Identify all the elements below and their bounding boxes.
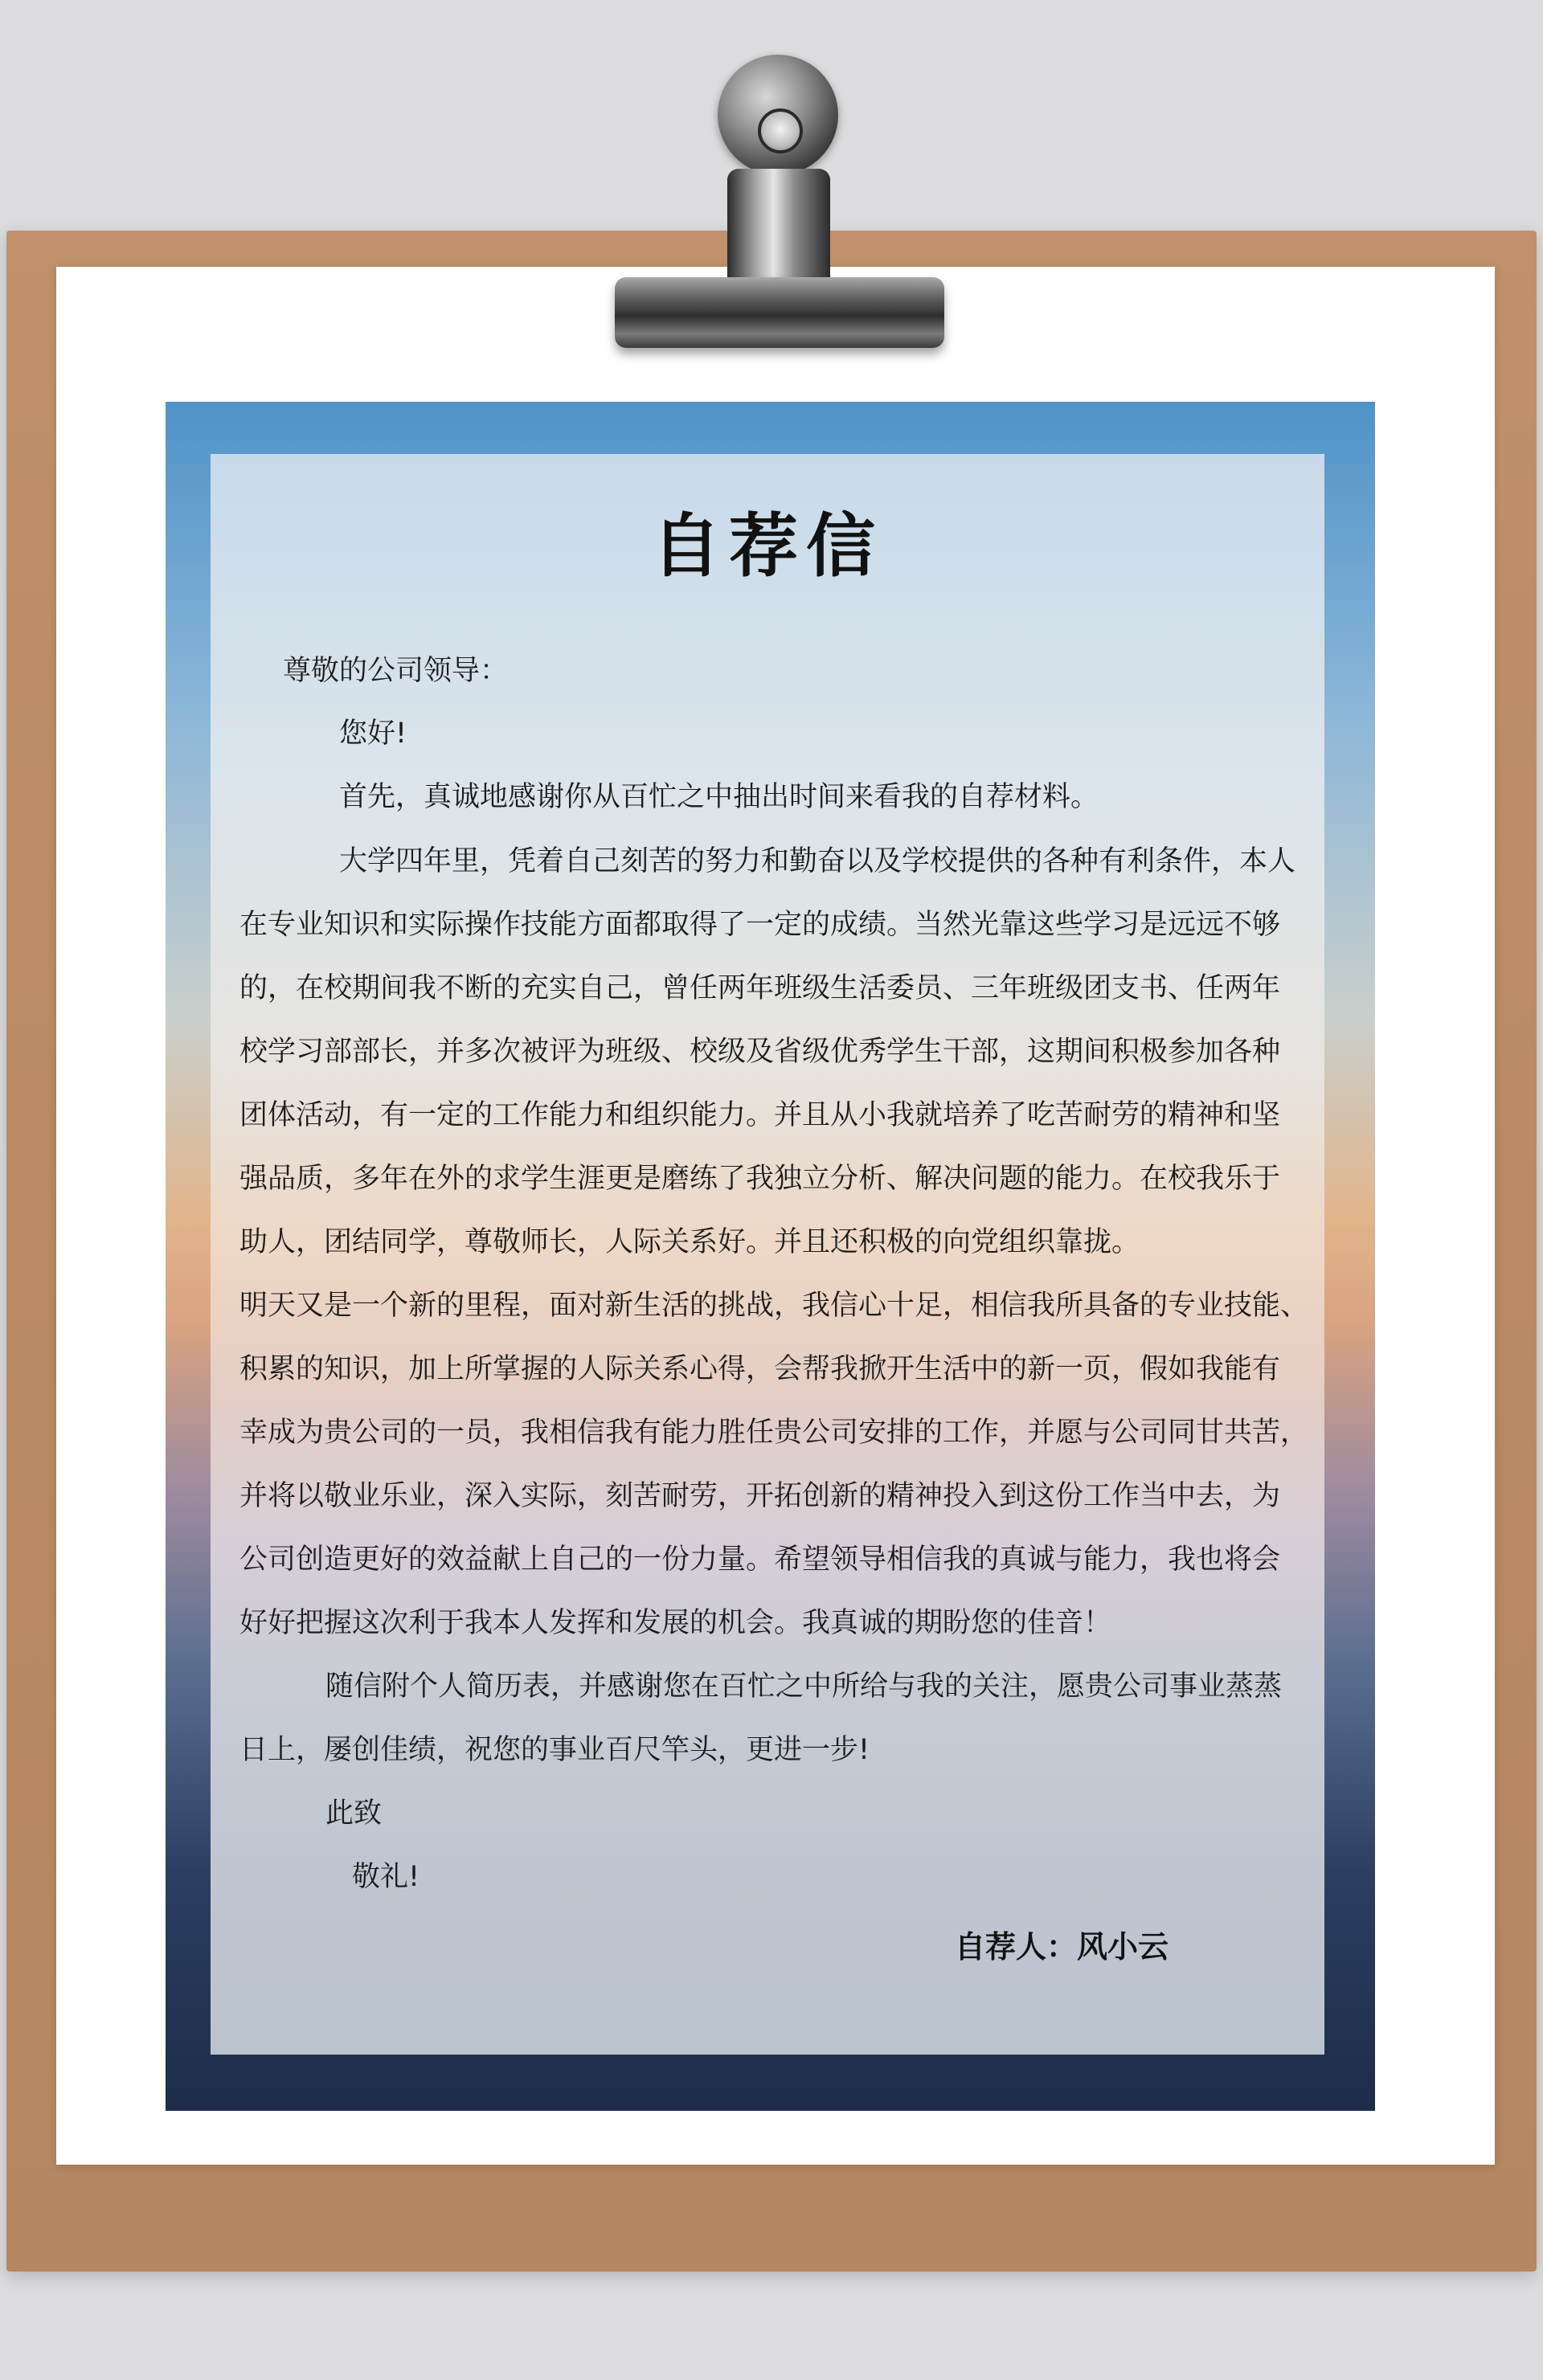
binder-clip-arm (727, 169, 830, 293)
letter-title: 自荐信 (652, 505, 883, 587)
binder-clip-base (615, 277, 944, 348)
letter-line: 随信附个人简历表，并感谢您在百忙之中所给与我的关注，愿贵公司事业蒸蒸 (325, 1670, 1283, 1703)
letter-line: 并将以敬业乐业，深入实际，刻苦耐劳，开拓创新的精神投入到这份工作当中去，为 (239, 1480, 1281, 1512)
letter-line: 大学四年里，凭着自己刻苦的努力和勤奋以及学校提供的各种有利条件，本人 (339, 845, 1296, 877)
letter-line: 日上，屡创佳绩，祝您的事业百尺竿头，更进一步! (239, 1734, 870, 1766)
binder-clip-hole (758, 108, 803, 153)
letter-line: 助人，团结同学，尊敬师长，人际关系好。并且还积极的向党组织靠拢。 (239, 1226, 1140, 1258)
letter-line: 校学习部部长，并多次被评为班级、校级及省级优秀学生干部，这期间积极参加各种 (239, 1036, 1281, 1068)
letter-line: 积累的知识，加上所掌握的人际关系心得，会帮我掀开生活中的新一页，假如我能有 (239, 1353, 1281, 1385)
letter-line: 明天又是一个新的里程，面对新生活的挑战，我信心十足，相信我所具备的专业技能、 (239, 1290, 1309, 1322)
closing-salute: 敬礼! (352, 1861, 420, 1893)
letter-line: 公司创造更好的效益献上自己的一份力量。希望领导相信我的真诚与能力，我也将会 (239, 1544, 1281, 1576)
greeting: 您好! (339, 718, 407, 750)
letter-line: 幸成为贵公司的一员，我相信我有能力胜任贵公司安排的工作，并愿与公司同甘共苦， (239, 1417, 1309, 1449)
signature: 自荐人：风小云 (955, 1929, 1169, 1965)
closing: 此致 (325, 1797, 383, 1830)
letter-line: 好好把握这次利于我本人发挥和发展的机会。我真诚的期盼您的佳音！ (239, 1607, 1112, 1639)
letter-line: 的，在校期间我不断的充实自己，曾任两年班级生活委员、三年班级团支书、任两年 (239, 972, 1281, 1004)
letter-line: 强品质，多年在外的求学生涯更是磨练了我独立分析、解决问题的能力。在校我乐于 (239, 1163, 1281, 1195)
letter-line: 团体活动，有一定的工作能力和组织能力。并且从小我就培养了吃苦耐劳的精神和坚 (239, 1099, 1281, 1131)
letter-line: 在专业知识和实际操作技能方面都取得了一定的成绩。当然光靠这些学习是远远不够 (239, 909, 1281, 941)
letter-line: 首先，真诚地感谢你从百忙之中抽出时间来看我的自荐材料。 (339, 781, 1099, 813)
salutation: 尊敬的公司领导： (283, 655, 509, 687)
